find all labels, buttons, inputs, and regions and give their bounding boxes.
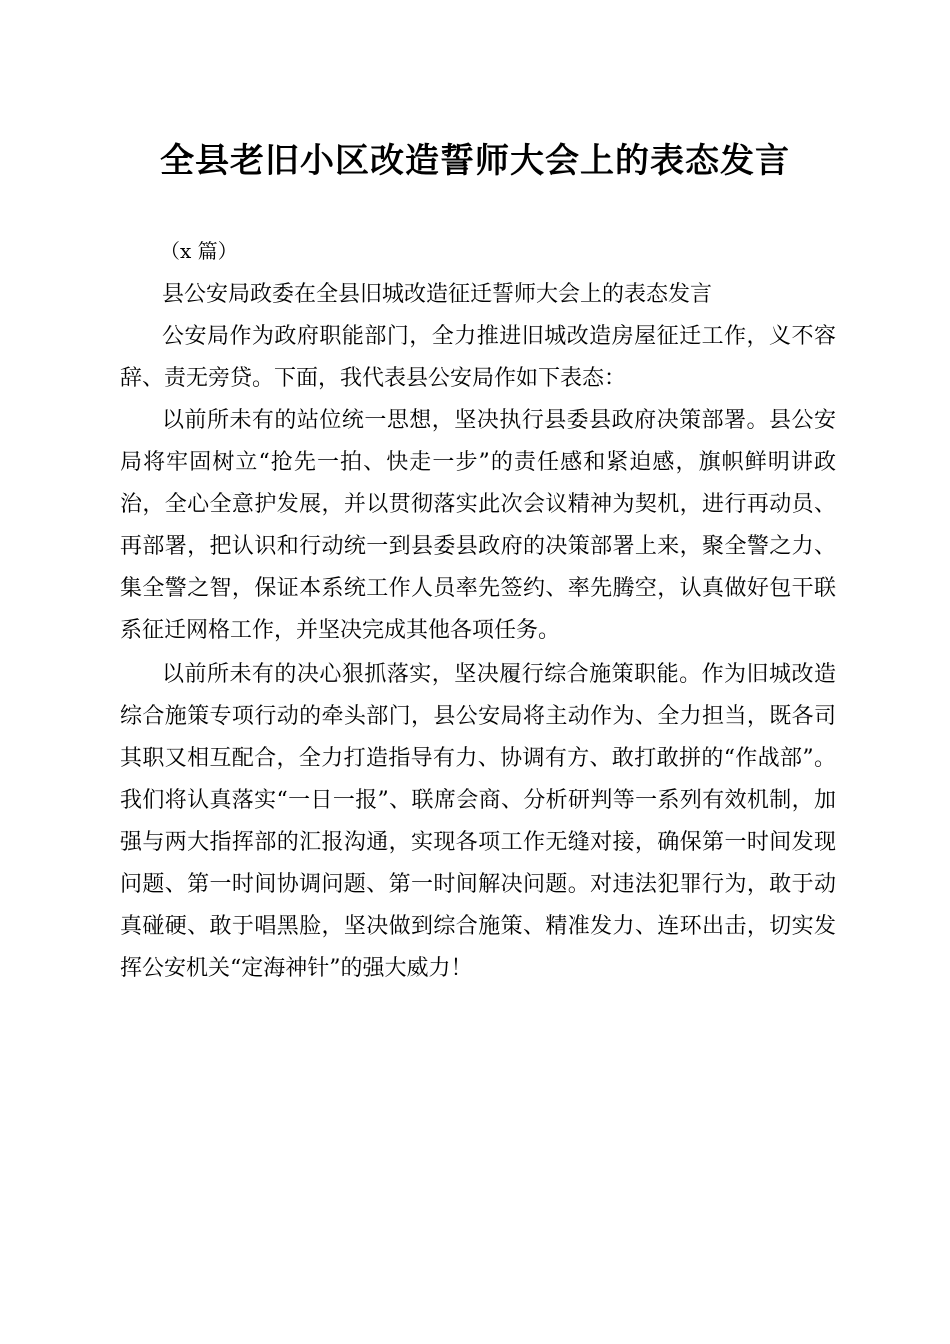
- document-note: （x 篇）: [160, 239, 238, 263]
- document-body: [120, 230, 836, 990]
- paragraph-ideology: 以前所未有的站位统一思想，坚决执行县委县政府决策部署。县公安局将牢固树立“抢先一拍、快走一步”的责任感和紧迫感，旗帜鲜明讲政治，全心全意护发展，并以贯彻落实此次会议精神为契机，进行再动员、再部署，把认识和行动统一到县委县政府的决策部署上来，聚全警之力、集全警之智，保证本系统工作人员率先签约、率先腾空，认真做好包干联系征迁网格工作，并坚决完成其他各项任务。: [120, 408, 836, 643]
- document-title: 全县老旧小区改造誓师大会上的表态发言: [160, 141, 790, 181]
- paragraph-implementation: 以前所未有的决心狠抓落实，坚决履行综合施策职能。作为旧城改造综合施策专项行动的牵头部门，县公安局将主动作为、全力担当，既各司其职又相互配合，全力打造指导有力、协调有方、敢打敢拼的“作战部”。我们将认真落实“一日一报”、联席会商、分析研判等一系列有效机制，加强与两大指挥部的汇报沟通，实现各项工作无缝对接，确保第一时间发现问题、第一时间协调问题、第一时间解决问题。对违法犯罪行为，敢于动真碰硬、敢于唱黑脸，坚决做到综合施策、精准发力、连环出击，切实发挥公安机关“定海神针”的强大威力！: [120, 662, 836, 981]
- paragraph-intro: 公安局作为政府职能部门，全力推进旧城改造房屋征迁工作，义不容辞、责无旁贷。下面，我代表县公安局作如下表态：: [120, 324, 836, 391]
- document-subtitle: 县公安局政委在全县旧城改造征迁誓师大会上的表态发言: [162, 282, 713, 307]
